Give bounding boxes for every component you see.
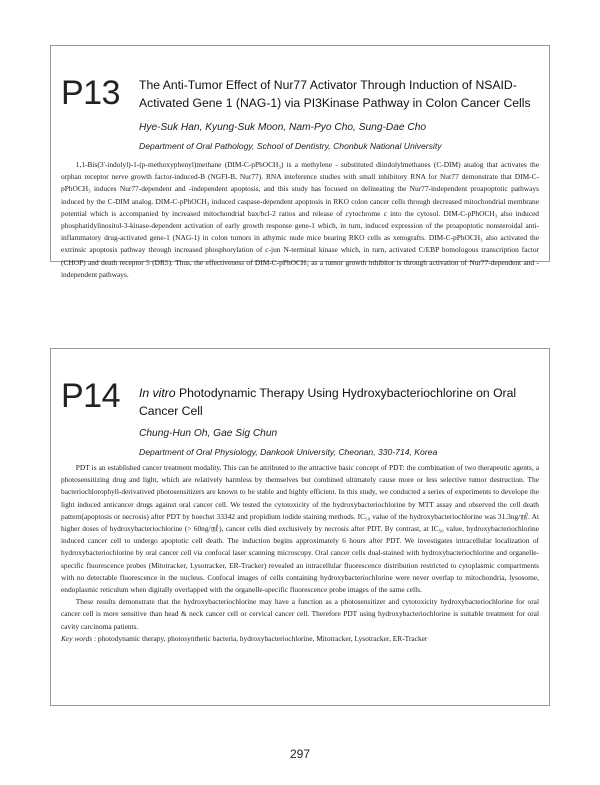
abstract-body — [61, 159, 539, 281]
abstract-title — [139, 384, 539, 420]
page-number: 297 — [289, 747, 311, 761]
abstract-header — [51, 46, 549, 151]
keywords-text: : photodynamic therapy, photosynthetic bacteria, hydroxybacteriochlorine, Mitotracker, Lysotracker, ER-Tracker — [94, 633, 428, 643]
abstract-affiliation: Department of Oral Pathology, School of Dentistry, Chonbuk National University — [139, 141, 442, 151]
abstract-body — [61, 462, 539, 645]
abstract-box-p13 — [50, 45, 550, 279]
abstract-title-rest: Photodynamic Therapy Using Hydroxybacteriochlorine on Oral Cancer Cell — [139, 386, 517, 418]
abstract-number: P14 — [61, 377, 120, 415]
keywords-line — [61, 633, 539, 645]
abstract-affiliation: Department of Oral Physiology, Dankook University, Cheonan, 330-714, Korea — [139, 447, 438, 457]
abstract-title: The Anti-Tumor Effect of Nur77 Activator Through Induction of NSAID-Activated Gene 1 (NAG-1) via PI3Kinase Pathway in Colon Cancer Cells — [139, 78, 531, 110]
abstract-authors: Chung-Hun Oh, Gae Sig Chun — [139, 428, 278, 439]
abstract-box-p14 — [50, 348, 550, 706]
abstract-paragraph: 1,1-Bis(3'-indolyl)-1-(p-methoxyphenyl)methane (DIM-C-pPhOCH₃) is a methylene - substituted diindolylmethanes (C-DIM) analog that activates the orphan receptor nerve growth factor-induced-B (NGFI-B, Nur77). RNA inteference studies with small inhibitory RNA for Nur77 demonstrate that DIM-C-pPhOCH₃ induces Nur77-dependent and -independent apoptosis, and this study has focused on delineating the Nur77-independent proapoptotic pathways induced by the C-DIM analog. DIM-C-pPhOCH₃ induced caspase-dependent apoptosis in RKO colon cancer cells through decreased mitochondrial membrane potential which is accompanied by increased mitochondrial bax/bcl-2 ratios and release of cytochrome c into the cytosol. DIM-C-pPhOCH₃ also induced phosphatidylinositol-3-kinase-dependent activation of early growth response gene-1 which, in turn, induced expression of the proapoptotic nonsteroidal anti-inflammatory drug-activated gene-1 (NAG-1) in colon tumors in athymic nude mice bearing RKO cells as xenografts. DIM-C-pPhOCH₃ also activated the extrinsic apoptosis pathway through increased phosphorylation of c-jun N-terminal kinase which, in turn, activated C/EBP homologous transcription factor (CHOP) and death receptor 5 (DR5). Thus, the effectiveness of DIM-C-pPhOCH₃ as a tumor growth inhibitor is through activation of Nur77-dependent and -independent pathways. — [61, 160, 539, 279]
abstract-paragraph: These results demonstrate that the hydroxybacteriochlorine may have a function as a photosensitizer and cytotoxicity hydroxybacteriochlorine for oral cancer cell is more sensitive than head & neck cancer cell or cervical cancer cell. Therefore PDT using hydroxybacteriochlorine is suitable treatment for oral cavity carcinoma patients. — [61, 597, 539, 631]
abstract-paragraph: PDT is an established cancer treatment modality. This can be attributed to the attractive basic concept of PDT: the combination of two therapeutic agents, a photosensitizing drug and light, which are relatively harmless by themselves but combined ultimately cause more or less selective tumor destruction. The bacteriochlorophyll-derivatived photosensitizers are known to be stable and highly efficient. In this study, we conducted a series of experiments to develope the light induced anticancer drugs against oral cancer cell. We tested the cytotoxicity of the hydroxybacteriochlorine by MTT assay and observed the cell death pattern(apoptosis or necrosis) after PDT by hoechst 33342 and propidium iodide staining methods. IC₅₀ value of the hydroxybacteriochlorine was 31.3ng/㎖. At higher doses of hydroxybacteriochlorine (> 60ng/㎖), cancer cells died exclusively by necrosis after PDT. By contrast, at IC₅₀ value, hydroxybacteriochlorine induced cancer cell to undergo apoptotic cell death. The induction begins approximately 6 hours after PDT. We investigates intracellular localization of hydroxybacteriochlorine by oral cancer cell via confocal laser scanning microscopy. Oral cancer cells dual-stained with hydroxybacteriochlorine and organelle-specific fluorescence probes (Mitotracker, Lysotracker, ER-Tracker) revealed an intracellular fluorescence distribution restricted to cytoplasmic compartments with no detectable fluorescence in the nucleus. Confocal images of cells containing hydroxybacteriochlorine were never overlap to mitochondria, lysosome, endoplasmic reticulum when digitally overlapped with the organelle-specific fluorescence probe images of the same cells. — [61, 463, 539, 595]
keywords-label: Key words — [61, 633, 93, 643]
abstract-header — [51, 349, 549, 457]
abstract-title-italic: In vitro — [139, 386, 176, 400]
abstract-authors: Hye-Suk Han, Kyung-Suk Moon, Nam-Pyo Cho, Sung-Dae Cho — [139, 122, 427, 133]
abstract-number: P13 — [61, 74, 120, 112]
